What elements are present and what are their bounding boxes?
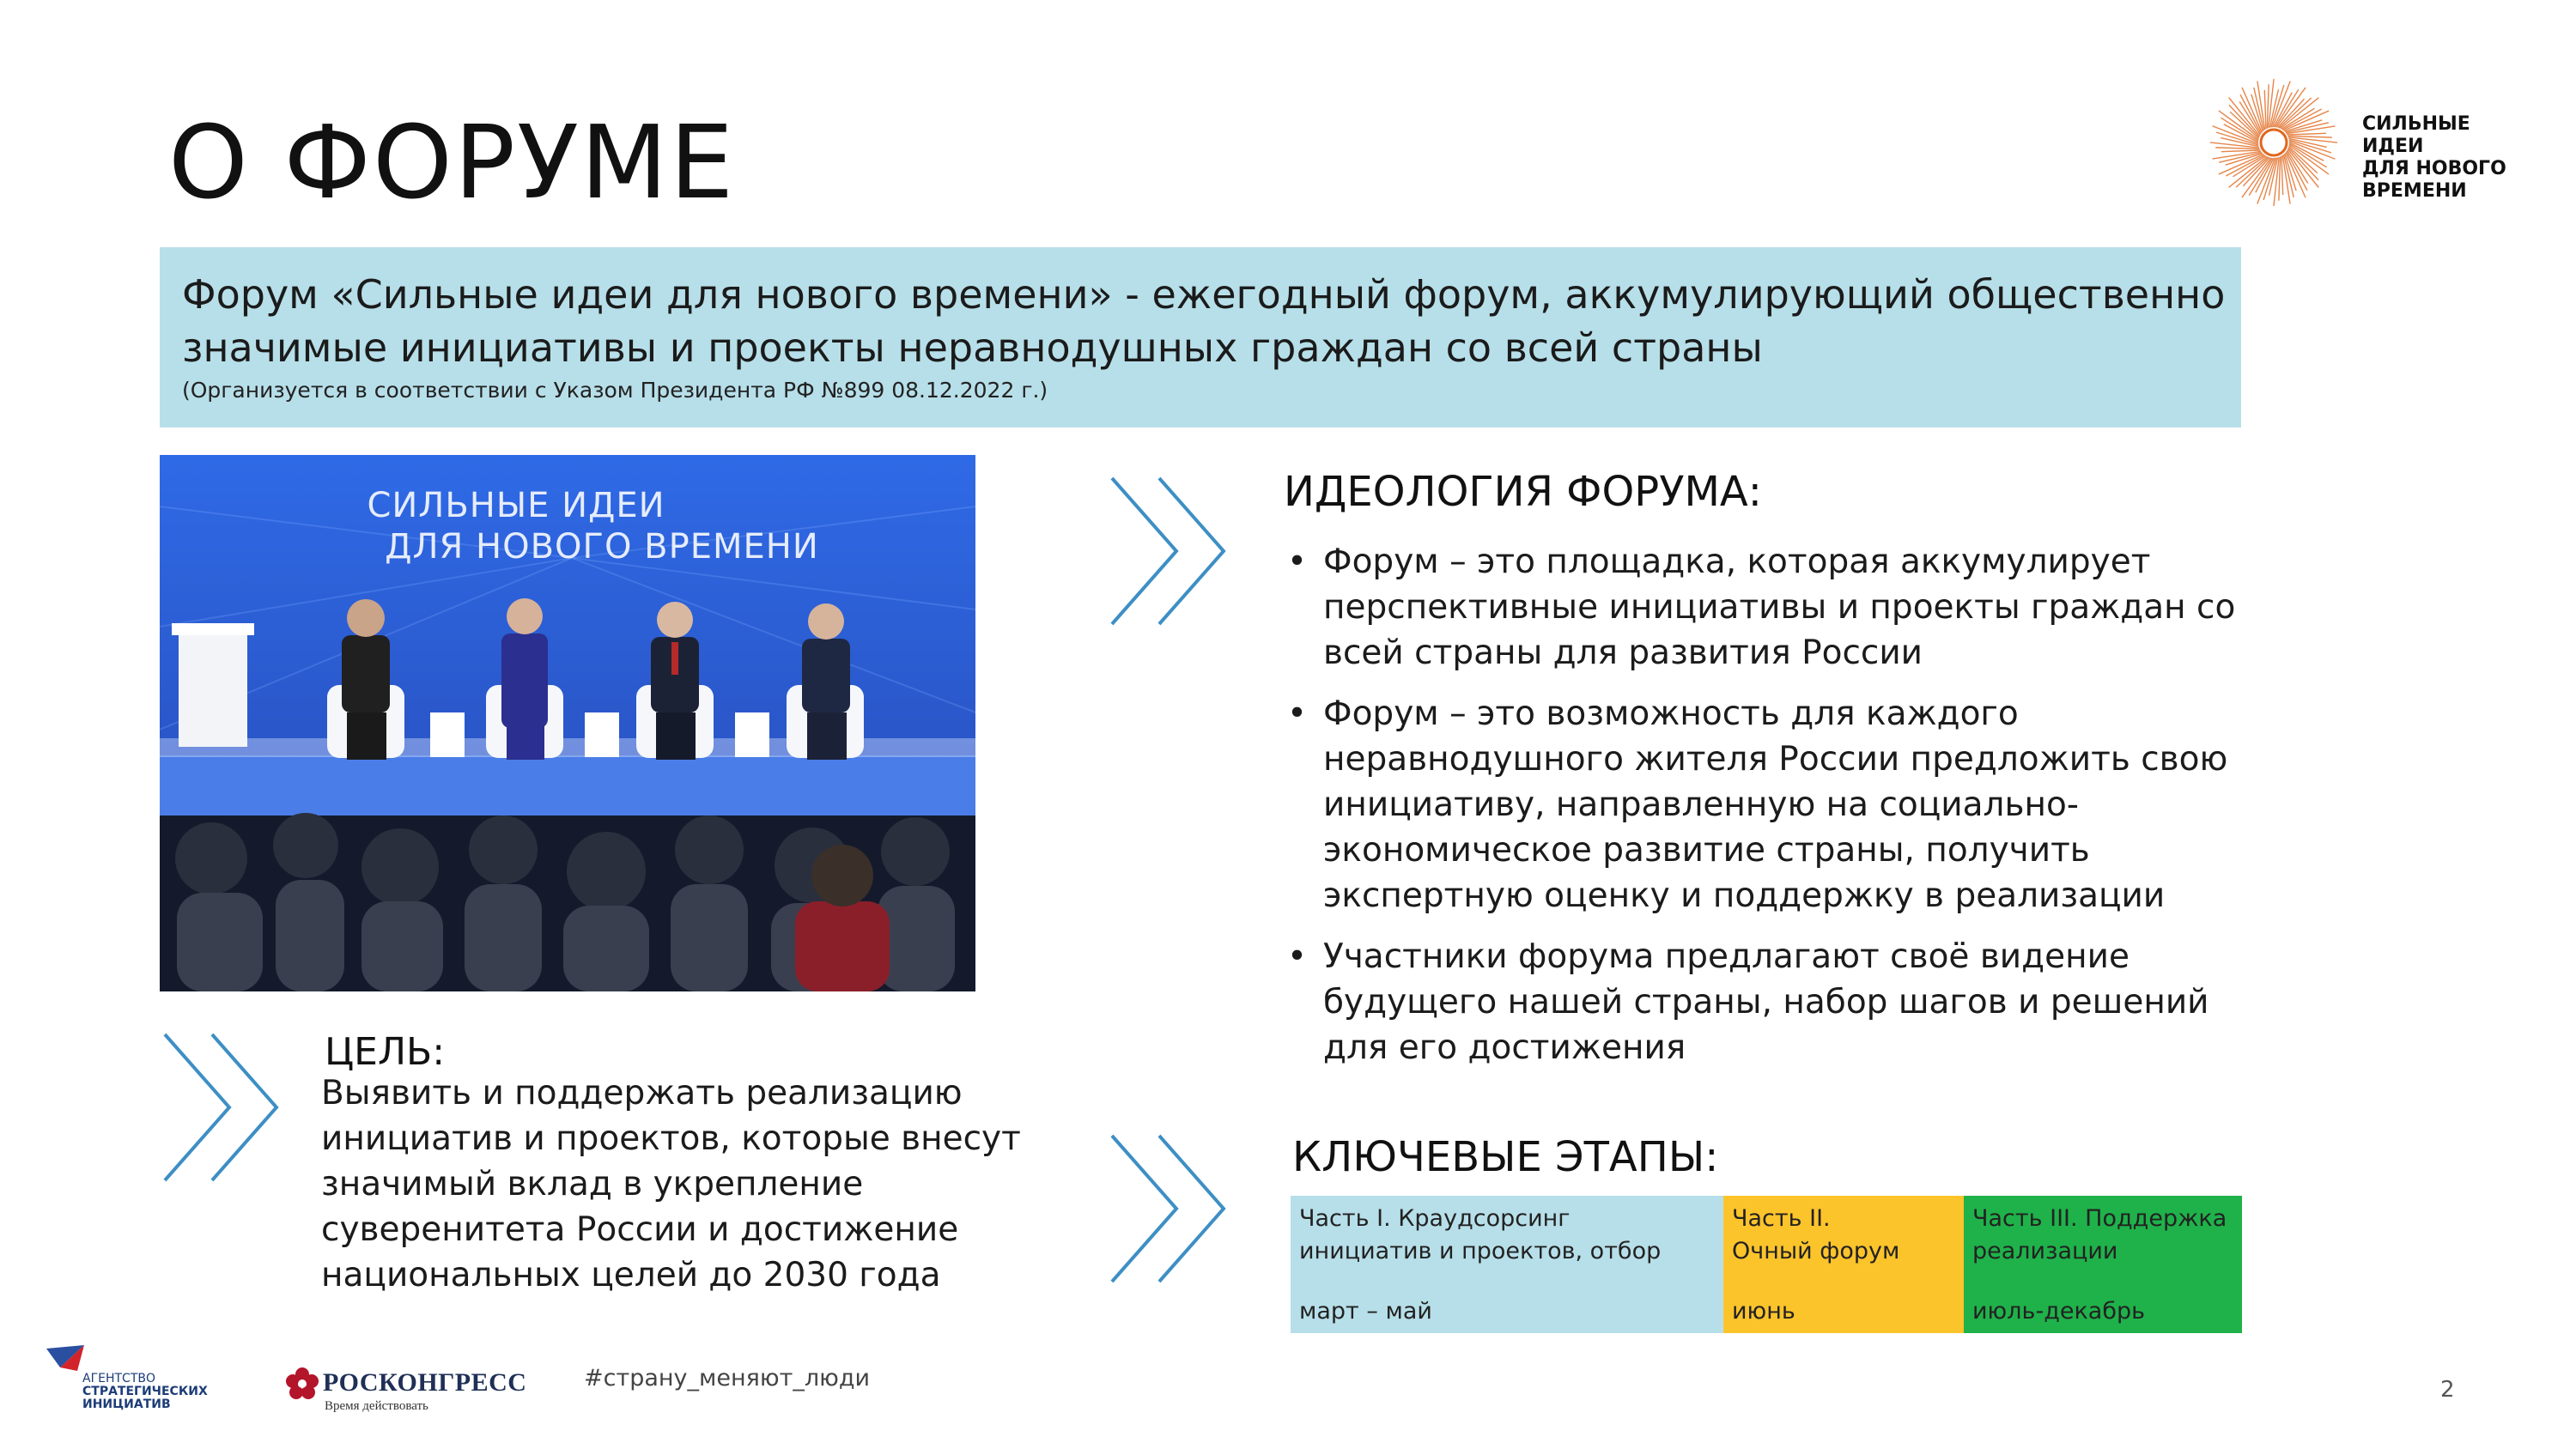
asi-line-2: СТРАТЕГИЧЕСКИХ: [82, 1385, 208, 1398]
chevron-right-icon: [1103, 474, 1241, 628]
stage-3-label-line-2: реализации: [1972, 1238, 2118, 1264]
intro-text: Форум «Сильные идеи для нового времени» - ежегодный форум, аккумулирующий общественно значимые инициативы и проекты неравнодушных граждан со всей страны: [182, 271, 2226, 371]
logo-line-3: ВРЕМЕНИ: [2362, 180, 2467, 202]
stage-2-label-line-1: Часть II.: [1732, 1205, 1831, 1232]
hashtag-text: #страну_меняют_люди: [584, 1365, 871, 1391]
forum-logo: [2205, 74, 2576, 211]
logo-line-1: СИЛЬНЫЕ ИДЕИ: [2362, 113, 2470, 157]
list-item: [1284, 691, 2254, 919]
asi-line-3: ИНИЦИАТИВ: [82, 1397, 171, 1411]
roscongress-logo: [285, 1363, 543, 1415]
stage-1-period: март – май: [1299, 1298, 1432, 1325]
bullet-text: Участники форума предлагают своё видение будущего нашей страны, набор шагов и решений для его достижения: [1323, 937, 2209, 1067]
photo-banner: [160, 485, 975, 567]
stage-2-cell: [1723, 1196, 1964, 1333]
photo-banner-line-1: СИЛЬНЫЕ ИДЕИ: [367, 486, 665, 525]
stage-1-label: [1299, 1203, 1661, 1268]
list-item: [1284, 934, 2254, 1070]
chevron-right-icon: [1103, 1131, 1241, 1286]
intro-panel: [160, 247, 2241, 427]
stage-1-cell: [1291, 1196, 1723, 1333]
roscongress-flower-icon: [285, 1367, 319, 1401]
ideology-heading: ИДЕОЛОГИЯ ФОРУМА:: [1284, 468, 1762, 516]
forum-photo: [160, 455, 975, 991]
page-title: О ФОРУМЕ: [168, 103, 736, 221]
sunburst-icon: [2205, 74, 2351, 211]
stage-3-label: [1972, 1203, 2227, 1268]
forum-logo-text: [2362, 113, 2534, 203]
stage-3-period: июль-декабрь: [1972, 1298, 2146, 1325]
asi-logo-text: [82, 1373, 208, 1411]
stage-1-label-line-2: инициатив и проектов, отбор: [1299, 1238, 1662, 1264]
page-number: 2: [2440, 1377, 2455, 1403]
roscongress-tagline: Время действовать: [325, 1399, 428, 1413]
photo-banner-line-2: ДЛЯ НОВОГО ВРЕМЕНИ: [385, 527, 819, 567]
stages-heading: КЛЮЧЕВЫЕ ЭТАПЫ:: [1292, 1133, 1719, 1181]
bullet-icon: •: [1287, 937, 1308, 976]
stages-table: [1291, 1196, 2242, 1333]
stage-2-label: [1732, 1203, 1899, 1268]
asi-logo: [43, 1342, 232, 1410]
bullet-text: Форум – это возможность для каждого неравнодушного жителя России предложить свою инициативу, направленную на социально-экономическое развитие страны, получить экспертную оценку и поддержку в реализации: [1323, 694, 2228, 915]
stage-3-label-line-1: Часть III. Поддержка: [1972, 1205, 2227, 1232]
intro-note: (Организуется в соответствии с Указом Президента РФ №899 08.12.2022 г.): [182, 378, 1048, 403]
bullet-text: Форум – это площадка, которая аккумулирует перспективные инициативы и проекты граждан со всей страны для развития России: [1323, 543, 2236, 672]
chevron-right-icon: [156, 1030, 294, 1185]
stage-1-label-line-1: Часть I. Краудсорсинг: [1299, 1205, 1571, 1232]
goal-text: Выявить и поддержать реализацию инициатив и проектов, которые внесут значимый вклад в укрепление суверенитета России и достижение национальных целей до 2030 года: [321, 1074, 1021, 1294]
logo-line-2: ДЛЯ НОВОГО: [2362, 158, 2506, 179]
goal-heading: ЦЕЛЬ:: [325, 1030, 446, 1074]
stage-2-label-line-2: Очный форум: [1732, 1238, 1900, 1264]
bullet-icon: •: [1287, 543, 1308, 581]
asi-mark-icon: [43, 1342, 94, 1376]
asi-line-1: АГЕНТСТВО: [82, 1372, 155, 1385]
list-item: [1284, 539, 2254, 676]
stage-3-cell: [1964, 1196, 2242, 1333]
ideology-list: [1284, 539, 2254, 1086]
roscongress-name: РОСКОНГРЕСС: [323, 1368, 527, 1397]
bullet-icon: •: [1287, 694, 1308, 733]
stage-2-period: июнь: [1732, 1298, 1795, 1325]
